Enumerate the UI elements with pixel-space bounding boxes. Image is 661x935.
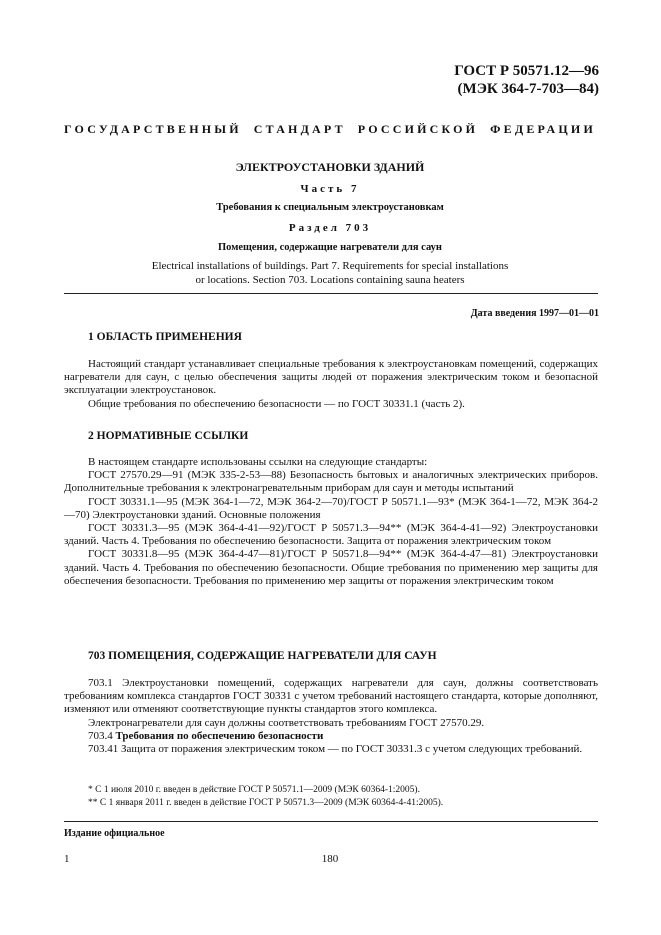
page-marker: 1 [64, 853, 70, 865]
title-divider [64, 293, 598, 294]
paragraph [64, 730, 598, 743]
paragraph: Настоящий стандарт устанавливает специальные требования к электроустановкам помещений, содержащих нагреватели для саун, с целью обеспечения защиты людей от поражения электрическим током и безопасной эксплуатации электроустановок. [64, 358, 598, 397]
page-number: 180 [321, 853, 339, 865]
section-703-body [64, 677, 598, 756]
section-703-heading: 703 ПОМЕЩЕНИЯ, СОДЕРЖАЩИЕ НАГРЕВАТЕЛИ ДЛЯ САУН [88, 650, 437, 662]
english-title-line: or locations. Section 703. Locations containing sauna heaters [195, 274, 465, 286]
paragraph: Общие требования по обеспечению безопасности — по ГОСТ 30331.1 (часть 2). [88, 397, 465, 410]
section-2-heading: 2 НОРМАТИВНЫЕ ССЫЛКИ [88, 430, 249, 442]
section-label: Раздел 703 [288, 222, 372, 234]
paragraph: 703.41 Защита от поражения электрическим током — по ГОСТ 30331.3 с учетом следующих требований. [88, 743, 583, 756]
section-1-body [64, 358, 598, 411]
banner-word: ГОСУДАРСТВЕННЫЙ [64, 122, 242, 136]
banner-word: ФЕДЕРАЦИИ [490, 122, 596, 136]
banner-word: РОССИЙСКОЙ [357, 122, 479, 136]
standard-code [454, 62, 599, 98]
footnote: * С 1 июля 2010 г. введен в действие ГОСТ Р 50571.1—2009 (МЭК 60364-1:2005). [88, 785, 420, 795]
banner-word: СТАНДАРТ [253, 122, 346, 136]
english-title [64, 259, 596, 287]
standard-code-iec: (МЭК 364-7-703—84) [457, 81, 599, 97]
footer-divider [64, 821, 598, 822]
section-subtitle: Помещения, содержащие нагреватели для саун [218, 242, 442, 253]
paragraph: 703.1 Электроустановки помещений, содержащих нагреватели для саун, должны соответствовать требованиям комплекса стандартов ГОСТ 30331 с учетом требований настоящего стандарта, которые дополняют, изменяют или отменяют соответствующие пункты стандартов этого комплекса. [64, 677, 598, 716]
reference-item: ГОСТ 27570.29—91 (МЭК 335-2-53—88) Безопасность бытовых и аналогичных электрических приборов. Дополнительные требования к электронагревательным приборам для саун и методы испытаний [64, 469, 598, 495]
english-title-line: Electrical installations of buildings. Part 7. Requirements for special installations [151, 260, 509, 272]
edition-label: Издание официальное [64, 828, 165, 839]
footnote: ** С 1 января 2011 г. введен в действие ГОСТ Р 50571.3—2009 (МЭК 60364-4-41:2005). [88, 798, 444, 808]
reference-item: ГОСТ 30331.1—95 (МЭК 364-1—72, МЭК 364-2—70)/ГОСТ Р 50571.1—93* (МЭК 364-1—72, МЭК 364-2—70) Электроустановки зданий. Основные положения [64, 495, 598, 521]
reference-item: ГОСТ 30331.8—95 (МЭК 364-4-47—81)/ГОСТ Р 50571.8—94** (МЭК 364-4-47—81) Электроустановки зданий. Часть 4. Требования по обеспечению безопасности. Общие требования по применению мер защиты для обеспечения безопасности. Требования по применению мер защиты от поражения электрическим током [64, 548, 598, 587]
state-standard-banner [64, 122, 596, 137]
section-1-heading: 1 ОБЛАСТЬ ПРИМЕНЕНИЯ [88, 331, 242, 343]
part-subtitle: Требования к специальным электроустановкам [216, 202, 444, 213]
clause-number: 703.4 [88, 729, 113, 742]
standard-code-gost: ГОСТ Р 50571.12—96 [454, 63, 599, 79]
clause-title: Требования по обеспечению безопасности [115, 729, 324, 742]
part-label: Часть 7 [300, 183, 360, 195]
paragraph: В настоящем стандарте использованы ссылки на следующие стандарты: [88, 456, 428, 468]
document-title: ЭЛЕКТРОУСТАНОВКИ ЗДАНИЙ [235, 160, 425, 174]
introduction-date: Дата введения 1997—01—01 [470, 308, 599, 319]
paragraph: Электронагреватели для саун должны соответствовать требованиям ГОСТ 27570.29. [88, 716, 485, 729]
footnotes [88, 784, 443, 810]
section-2-body [64, 456, 598, 588]
reference-item: ГОСТ 30331.3—95 (МЭК 364-4-41—92)/ГОСТ Р 50571.3—94** (МЭК 364-4-41—92) Электроустановки зданий. Часть 4. Требования по обеспечению безопасности. Защита от поражения электрическим током [64, 522, 598, 548]
